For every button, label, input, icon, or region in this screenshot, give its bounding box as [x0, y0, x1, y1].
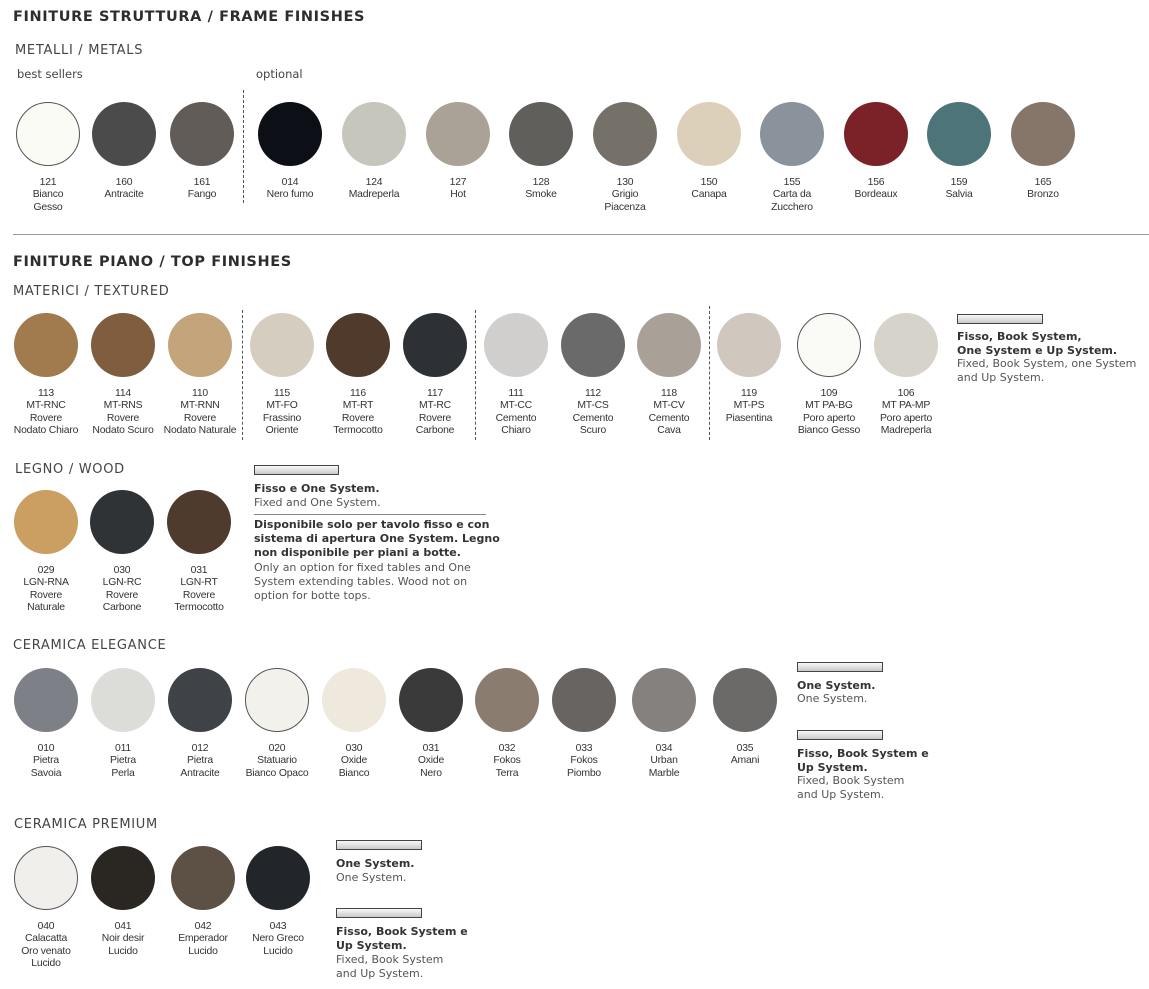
- premium-note1-bold: [336, 857, 414, 871]
- textured-title: MATERICI / TEXTURED: [13, 284, 170, 299]
- swatch-code: 112: [585, 388, 601, 399]
- wood-note1-bold: [254, 482, 380, 496]
- wood-note2-bold: [254, 518, 500, 560]
- elegance-note2-line: Fixed, Book System: [797, 774, 905, 787]
- swatch-code: 042: [194, 921, 212, 932]
- swatch-label: [841, 388, 971, 437]
- premium-note1: [336, 871, 406, 885]
- swatch-name-line: Oriente: [265, 424, 299, 436]
- swatch-name-line: Noir desir: [101, 933, 145, 945]
- elegance-note2-bold-line: Up System.: [797, 761, 868, 774]
- swatch-name-line: MT PA-BG: [805, 400, 853, 412]
- swatch-name-line: Chiaro: [501, 424, 531, 436]
- swatch-name-line: MT PA-MP: [881, 400, 931, 412]
- swatch-035: [680, 668, 810, 768]
- swatch-name-line: Emperador: [178, 933, 228, 945]
- swatch-name-line: MT-RT: [342, 400, 374, 412]
- swatch-name-line: Calacatta: [24, 933, 68, 945]
- swatch-name-line: Urban: [650, 755, 678, 767]
- metals-title: METALLI / METALS: [15, 43, 144, 58]
- swatch-code: 041: [114, 921, 132, 932]
- wood-note1-bold-line: Fisso e One System.: [254, 482, 380, 495]
- wood-note2-bold-line: non disponibile per piani a botte.: [254, 546, 461, 559]
- profile-bar-icon: [797, 662, 883, 672]
- swatch-code: 115: [274, 388, 290, 399]
- swatch-code: 111: [508, 388, 524, 399]
- swatch-name-line: Cemento: [648, 412, 690, 424]
- swatch-name-line: Madreperla: [348, 189, 400, 201]
- premium-note2-bold: [336, 925, 468, 953]
- swatch-name-line: Nodato Scuro: [92, 424, 154, 436]
- textured-note-bold-line: Fisso, Book System,: [957, 330, 1082, 343]
- swatch-name-line: Rovere: [418, 412, 452, 424]
- swatch-circle: [874, 313, 938, 377]
- wood-note2: [254, 561, 471, 603]
- swatch-circle: [167, 490, 231, 554]
- swatch-code: 031: [422, 743, 440, 754]
- swatch-name-line: Bianco: [338, 767, 370, 779]
- swatch-code: 014: [281, 177, 299, 188]
- textured-note: [957, 357, 1136, 385]
- swatch-name-line: Marble: [648, 767, 680, 779]
- swatch-name-line: Smoke: [525, 189, 557, 201]
- top-finishes-title: FINITURE PIANO / TOP FINISHES: [13, 254, 292, 270]
- swatch-name-line: Rovere: [182, 589, 216, 601]
- optional-label: optional: [256, 67, 303, 81]
- swatch-name-line: Canapa: [691, 189, 727, 201]
- swatch-code: 114: [115, 388, 131, 399]
- swatch-code: 156: [867, 177, 885, 188]
- swatch-165: [978, 102, 1108, 202]
- swatch-label: [213, 921, 343, 958]
- swatch-code: 130: [616, 177, 634, 188]
- swatch-name-line: Rovere: [341, 412, 375, 424]
- swatch-name-line: Bordeaux: [854, 189, 898, 201]
- swatch-name-line: Fokos: [570, 755, 598, 767]
- elegance-title: CERAMICA ELEGANCE: [13, 638, 167, 653]
- swatch-code: 165: [1034, 177, 1052, 188]
- profile-bar-icon: [797, 730, 883, 740]
- swatch-name-line: Nodato Chiaro: [13, 424, 79, 436]
- swatch-name-line: Lucido: [108, 945, 138, 957]
- elegance-note1-line: One System.: [797, 692, 868, 705]
- swatch-code: 113: [38, 388, 54, 399]
- swatch-name-line: Frassino: [262, 412, 302, 424]
- swatch-name-line: Nero: [420, 767, 442, 779]
- swatch-name-line: Cava: [657, 424, 681, 436]
- swatch-code: 030: [113, 565, 131, 576]
- swatch-name-line: Fango: [187, 189, 217, 201]
- premium-note2-line: and Up System.: [336, 967, 424, 980]
- swatch-name-line: Rovere: [106, 412, 140, 424]
- swatch-name-line: MT-RNN: [180, 400, 220, 412]
- wood-note2-bold-line: sistema di apertura One System. Legno: [254, 532, 500, 545]
- swatch-name-line: MT-FO: [266, 400, 298, 412]
- swatch-code: 118: [661, 388, 677, 399]
- swatch-name-line: Oxide: [340, 755, 368, 767]
- best-sellers-label: best sellers: [17, 67, 83, 81]
- swatch-name-line: Zucchero: [771, 201, 813, 213]
- swatch-name-line: Hot: [450, 189, 466, 201]
- swatch-name-line: Poro aperto: [802, 412, 856, 424]
- swatch-code: 116: [350, 388, 366, 399]
- swatch-name-line: LGN-RNA: [23, 577, 69, 589]
- swatch-name-line: Carbone: [415, 424, 455, 436]
- swatch-name-line: MT-CS: [577, 400, 609, 412]
- swatch-name-line: Fokos: [493, 755, 521, 767]
- wood-note2-bold-line: Disponibile solo per tavolo fisso e con: [254, 518, 490, 531]
- swatch-name-line: Piasentina: [725, 412, 773, 424]
- swatch-code: 160: [115, 177, 133, 188]
- swatch-name-line: MT-PS: [733, 400, 765, 412]
- swatch-code: 109: [820, 388, 838, 399]
- swatch-name-line: LGN-RC: [102, 577, 142, 589]
- swatch-name-line: MT-RC: [419, 400, 451, 412]
- wood-note1-line: Fixed and One System.: [254, 496, 381, 509]
- swatch-code: 010: [37, 743, 55, 754]
- swatch-name-line: MT-CC: [500, 400, 532, 412]
- swatch-name-line: Antracite: [180, 767, 220, 779]
- textured-note-line: Fixed, Book System, one System: [957, 357, 1137, 370]
- swatch-name-line: Piacenza: [604, 201, 646, 213]
- swatch-name-line: Lucido: [263, 945, 293, 957]
- swatch-name-line: Antracite: [104, 189, 144, 201]
- swatch-name-line: Bronzo: [1027, 189, 1059, 201]
- swatch-name-line: Gesso: [33, 201, 63, 213]
- swatch-name-line: Cemento: [495, 412, 537, 424]
- profile-bar-icon: [254, 465, 339, 475]
- elegance-note1: [797, 692, 867, 706]
- swatch-name-line: Pietra: [33, 755, 59, 767]
- swatch-code: 012: [191, 743, 209, 754]
- swatch-circle: [246, 846, 310, 910]
- swatch-name-line: Pietra: [110, 755, 136, 767]
- swatch-name-line: Bianco: [32, 189, 64, 201]
- notes-divider: [254, 514, 486, 515]
- swatch-name-line: Rovere: [29, 412, 63, 424]
- premium-note1-line: One System.: [336, 871, 407, 884]
- swatch-name-line: Scuro: [579, 424, 607, 436]
- swatch-name-line: Termocotto: [333, 424, 383, 436]
- swatch-name-line: Amani: [730, 755, 760, 767]
- swatch-name-line: Rovere: [29, 589, 63, 601]
- swatch-circle: [713, 668, 777, 732]
- swatch-name-line: Nodato Naturale: [163, 424, 237, 436]
- premium-title: CERAMICA PREMIUM: [14, 817, 158, 832]
- swatch-circle: [1011, 102, 1075, 166]
- elegance-note2: [797, 774, 904, 802]
- swatch-name-line: Lucido: [31, 957, 61, 969]
- swatch-043: [213, 846, 343, 958]
- wood-note2-line: System extending tables. Wood not on: [254, 575, 468, 588]
- swatch-code: 030: [345, 743, 363, 754]
- swatch-name-line: Carta da: [772, 189, 812, 201]
- swatch-name-line: MT-RNS: [103, 400, 143, 412]
- swatch-code: 128: [532, 177, 550, 188]
- swatch-name-line: Bianco Gesso: [797, 424, 861, 436]
- swatch-name-line: LGN-RT: [180, 577, 218, 589]
- swatch-name-line: Terra: [495, 767, 519, 779]
- swatch-code: 124: [365, 177, 383, 188]
- premium-note2-bold-line: Up System.: [336, 939, 407, 952]
- swatch-name-line: Poro aperto: [879, 412, 933, 424]
- swatch-code: 031: [190, 565, 208, 576]
- swatch-name-line: Oro venato: [21, 945, 71, 957]
- wood-title: LEGNO / WOOD: [15, 462, 125, 477]
- swatch-code: 161: [193, 177, 211, 188]
- textured-note-bold: [957, 330, 1117, 358]
- textured-note-bold-line: One System e Up System.: [957, 344, 1118, 357]
- swatch-code: 127: [449, 177, 467, 188]
- swatch-name-line: Rovere: [105, 589, 139, 601]
- swatch-code: 033: [575, 743, 593, 754]
- swatch-name-line: Pietra: [187, 755, 213, 767]
- swatch-name-line: Grigio: [611, 189, 639, 201]
- premium-note2-bold-line: Fisso, Book System e: [336, 925, 468, 938]
- swatch-name-line: Madreperla: [880, 424, 932, 436]
- wood-note2-line: Only an option for fixed tables and One: [254, 561, 471, 574]
- elegance-note1-bold-line: One System.: [797, 679, 876, 692]
- swatch-name-line: Piombo: [566, 767, 602, 779]
- premium-note2: [336, 953, 443, 981]
- swatch-code: 121: [39, 177, 57, 188]
- wood-note1: [254, 496, 381, 510]
- frame-finishes-title: FINITURE STRUTTURA / FRAME FINISHES: [13, 9, 365, 25]
- swatch-label: [134, 565, 264, 614]
- wood-note2-line: option for botte tops.: [254, 589, 371, 602]
- premium-note1-bold-line: One System.: [336, 857, 415, 870]
- premium-note2-line: Fixed, Book System: [336, 953, 444, 966]
- swatch-label: [978, 177, 1108, 202]
- swatch-106: [841, 313, 971, 437]
- swatch-name-line: Nero fumo: [266, 189, 314, 201]
- swatch-name-line: Bianco Opaco: [245, 767, 309, 779]
- swatch-code: 034: [655, 743, 673, 754]
- elegance-note2-bold-line: Fisso, Book System e: [797, 747, 929, 760]
- swatch-code: 155: [783, 177, 801, 188]
- elegance-note2-bold: [797, 747, 929, 775]
- swatch-code: 032: [498, 743, 516, 754]
- swatch-code: 040: [37, 921, 55, 932]
- swatch-name-line: Nero Greco: [252, 933, 304, 945]
- swatch-name-line: Lucido: [188, 945, 218, 957]
- swatch-name-line: Cemento: [572, 412, 614, 424]
- swatch-code: 110: [192, 388, 208, 399]
- swatch-name-line: Salvia: [945, 189, 973, 201]
- elegance-note1-bold: [797, 679, 875, 693]
- swatch-name-line: Carbone: [102, 601, 142, 613]
- section-divider: [13, 234, 1149, 235]
- swatch-031: [134, 490, 264, 614]
- swatch-name-line: MT-CV: [653, 400, 685, 412]
- swatch-code: 011: [115, 743, 131, 754]
- swatch-name-line: Termocotto: [174, 601, 224, 613]
- swatch-name-line: Naturale: [27, 601, 65, 613]
- elegance-note2-line: and Up System.: [797, 788, 885, 801]
- profile-bar-icon: [336, 840, 422, 850]
- swatch-code: 020: [268, 743, 286, 754]
- swatch-name-line: MT-RNC: [26, 400, 66, 412]
- swatch-code: 043: [269, 921, 287, 932]
- swatch-code: 117: [427, 388, 443, 399]
- profile-bar-icon: [957, 314, 1043, 324]
- swatch-code: 035: [736, 743, 754, 754]
- profile-bar-icon: [336, 908, 422, 918]
- swatch-label: [680, 743, 810, 768]
- textured-note-line: and Up System.: [957, 371, 1045, 384]
- swatch-code: 150: [700, 177, 718, 188]
- swatch-code: 106: [897, 388, 915, 399]
- swatch-name-line: Savoia: [30, 767, 62, 779]
- swatch-name-line: Perla: [111, 767, 135, 779]
- swatch-code: 029: [37, 565, 55, 576]
- swatch-name-line: Oxide: [417, 755, 445, 767]
- swatch-code: 119: [741, 388, 757, 399]
- swatch-code: 159: [950, 177, 968, 188]
- swatch-name-line: Statuario: [257, 755, 297, 767]
- swatch-name-line: Rovere: [183, 412, 217, 424]
